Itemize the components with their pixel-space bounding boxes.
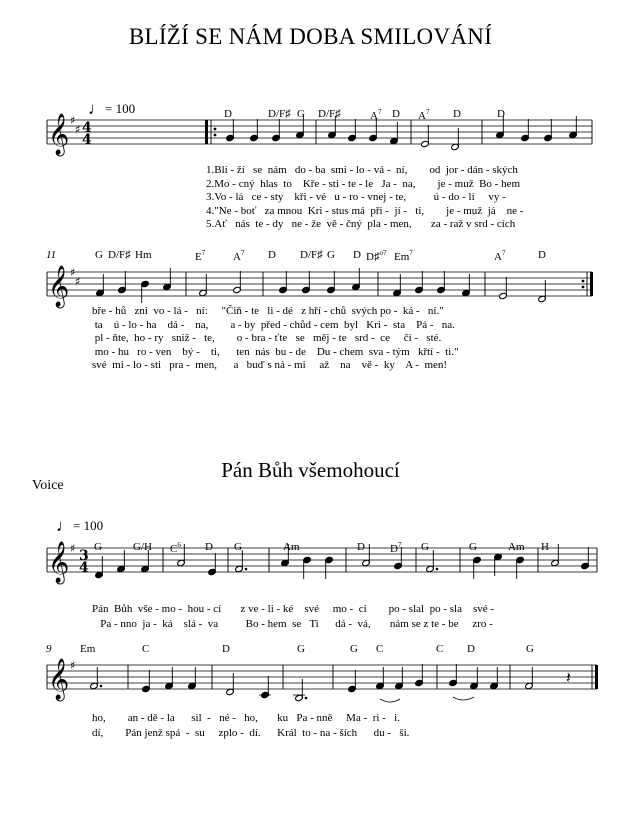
chord-symbol: D [467,643,475,655]
lyric-line: ho, an - dě - la sil - né - ho, ku Pa - nně Ma - ri - i. [92,712,400,724]
chord-symbol: D/F♯ [300,249,323,261]
treble-clef-icon: 𝄞 [48,114,70,155]
time-signature-bottom: 4 [82,132,92,148]
sharp-icon: ♯ [70,542,76,555]
sharp-icon: ♯ [70,659,76,672]
chord-symbol: G [350,643,358,655]
chord-symbol: G [469,541,477,553]
quarter-note-icon: ♩ [88,99,105,118]
chord-symbol: G [234,541,242,553]
staff-system-3 [0,538,621,598]
chord-symbol: G [95,249,103,261]
lyric-line: dí, Pán jenž spá - su zplo - dí. Král to - na - ších du - ši. [92,726,410,739]
chord-symbol: G [94,541,102,553]
measure-number: 9 [46,643,52,655]
tempo-marking [56,516,103,536]
chord-symbol: D [453,108,461,120]
song-title: Pán Bůh všemohoucí [221,458,400,482]
chord-symbol: D [357,541,365,553]
augmentation-dot [245,568,248,571]
chord-symbol: D [224,108,232,120]
sharp-icon: ♯ [75,275,81,288]
repeat-dot [214,134,217,137]
treble-clef-icon: 𝄞 [48,266,70,307]
chord-symbol: $C^6$ [170,541,181,555]
chord-symbol: G [421,541,429,553]
chord-symbol: D/F♯ [108,249,131,261]
chord-symbol: C [142,643,150,655]
chord-symbol: D [205,541,213,553]
sharp-icon: ♯ [75,123,81,136]
sharp-icon: ♯ [70,114,76,127]
repeat-dot [582,286,585,289]
chord-symbol: D [538,249,546,261]
quarter-note-icon: ♩ [56,516,73,535]
chord-symbol: D/F♯ [318,108,341,120]
chord-symbol: $A^7$ [418,108,430,122]
lyric-line: ta ú - lo - ha dá - na, a - by před - chůd - cem byl Kri - sta Pá - na. [92,318,455,331]
chord-symbol: $A^7$ [233,249,245,263]
repeat-barline-thick [205,120,208,144]
tempo-value: = 100 [73,518,104,533]
quarter-rest-icon: 𝄽 [566,668,571,687]
chord-symbol: Hm [135,249,152,261]
lyric-line: 3.Vo - lá ce - sty kři - vé u - ro - vnej - te, ú - do - lí vy - [206,191,506,204]
time-signature-bottom: 4 [79,560,89,576]
chord-symbol: $D^7$ [390,541,402,555]
time-signature-top: 4 [82,120,92,136]
chord-symbol: G [297,108,305,120]
staff-system-1 [0,110,621,170]
chord-symbol: $A^7$ [494,249,506,263]
chord-symbol: D [392,108,400,120]
chord-symbol: Em [80,643,96,655]
measure-number: 11 [46,249,57,261]
chord-symbol: G/H [133,541,152,553]
chord-symbol: G [297,643,305,655]
chord-symbol: D♯$^{o7}$ [366,249,387,263]
chord-symbol: G [327,249,335,261]
chord-symbol: Am [283,541,300,553]
chord-symbol: D [497,108,505,120]
lyric-line: pl - ňte, ho - ry sniž - te, o - bra - ťte se měj - te srd - ce či - sté. [92,332,442,345]
lyric-line: své mi - lo - sti pra - men, a buď s ná - mi až na vě - ky A - men! [92,359,448,372]
lyric-line: Pán Bůh vše - mo - hou - cí z ve - li - ké své mo - ci po - slal po - sla své - [92,603,495,615]
treble-clef-icon: 𝄞 [48,659,70,700]
lyric-line: Pa - nno ja - ká slá - va Bo - hem se Ti dá - vá, nám se z te - be zro - [92,617,493,630]
lyric-line: mo - hu ro - ven bý - ti, ten nás bu - de Du - chem sva - tým křtí - ti." [92,345,459,358]
augmentation-dot [100,685,103,688]
time-signature-top: 3 [79,548,89,564]
repeat-dot [214,128,217,131]
chord-symbol: C [376,643,384,655]
chord-symbol: H [541,541,549,553]
song-title: BLÍŽÍ SE NÁM DOBA SMILOVÁNÍ [128,24,493,49]
sharp-icon: ♯ [70,266,76,279]
chord-symbol: D [353,249,361,261]
final-barline-thick [595,665,598,689]
slur [380,699,400,702]
lyric-line: 4."Ne - boť za mnou Kri - stus má při - jí - ti, je - muž já ne - [206,204,524,217]
chord-symbol: D [268,249,276,261]
repeat-dot [582,280,585,283]
lyric-line: 1.Blí - ží se nám do - ba smi - lo - vá - ní, od jor - dán - ských [206,164,518,176]
lyric-line: 2.Mo - cný hlas to Kře - sti - te - le Ja - na, je - muž Bo - hem [206,177,521,190]
slur [453,697,474,700]
augmentation-dot [305,697,308,700]
repeat-barline-thick [590,272,593,296]
chord-symbol: $E^7$ [195,249,206,263]
chord-symbol: D [222,643,230,655]
lyric-line: bře - hů zni vo - lá - ní: "Čiň - te li - dé z hří - chů svých po - ká - ní." [92,305,444,317]
chord-symbol: Em$^7$ [394,249,413,263]
treble-clef-icon: 𝄞 [48,542,70,583]
part-name: Voice [32,478,64,493]
lyric-line: 5.Ať nás te - dy ne - že vě - čný pla - men, za - raž v srd - cích [206,218,516,231]
augmentation-dot [436,568,439,571]
tempo-value: = 100 [105,101,136,116]
chord-symbol: C [436,643,444,655]
chord-symbol: G [526,643,534,655]
chord-symbol: Am [508,541,525,553]
chord-symbol: $A^7$ [370,108,382,122]
chord-symbol: D/F♯ [268,108,291,120]
staff-system-4 [0,655,621,715]
